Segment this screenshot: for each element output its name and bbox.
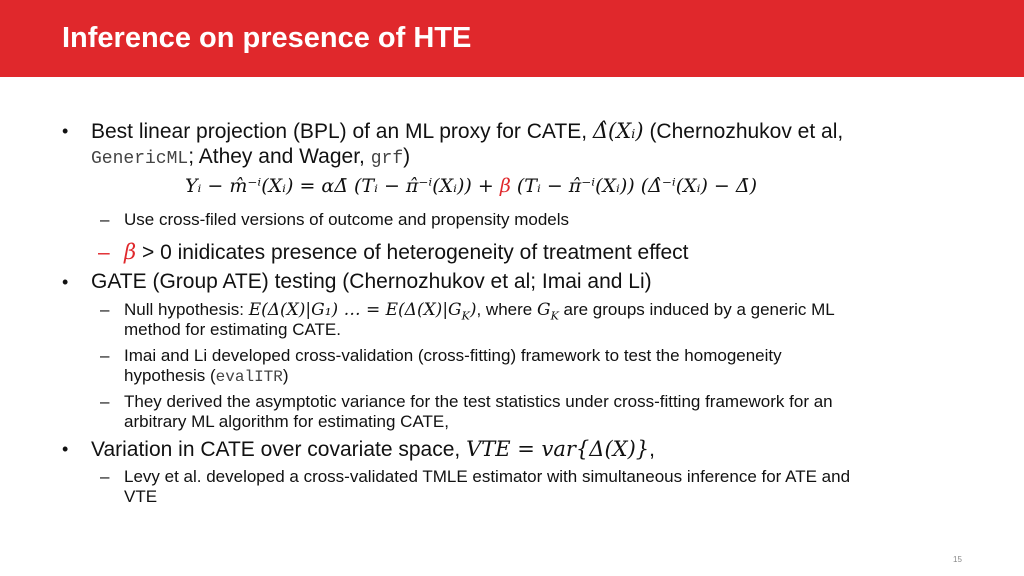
bpl-citation: (Chernozhukov et al, xyxy=(643,120,844,143)
bullet-dot: • xyxy=(62,272,69,292)
bpl-text: Best linear projection (BPL) of an ML proxy for CATE, xyxy=(91,120,593,143)
sub-imai-li-line2 xyxy=(124,366,289,387)
bullet-dot: • xyxy=(62,439,69,459)
bullet-gate: GATE (Group ATE) testing (Chernozhukov et al; Imai and Li) xyxy=(91,270,652,293)
vte-formula: VTE = var{Δ(X)} xyxy=(466,437,650,461)
bullet-dot: • xyxy=(62,121,69,141)
bullet-vte xyxy=(91,437,655,462)
hypothesis-paren: ) xyxy=(282,366,289,385)
cate-symbol: Δ̂(Xᵢ) xyxy=(592,119,644,143)
null-rest: are groups induced by a generic ML xyxy=(558,300,835,319)
equation-left: Yᵢ − m̂⁻ⁱ(Xᵢ) = αΔ̄ xyxy=(185,175,354,197)
null-math-close: ) xyxy=(469,300,477,320)
sub-cross-filed: Use cross-filed versions of outcome and propensity models xyxy=(124,210,570,229)
null-math: E(Δ(X)|G₁) … = E(Δ(X)|G xyxy=(248,300,462,320)
group-symbol: G xyxy=(536,300,551,320)
package-evalitr: evalITR xyxy=(215,368,283,386)
slide-title: Inference on presence of HTE xyxy=(62,22,472,54)
dash-marker-red: – xyxy=(98,241,110,264)
title-bar xyxy=(0,0,1024,77)
hypothesis-text: hypothesis ( xyxy=(124,366,216,385)
dash-marker: – xyxy=(100,300,110,319)
null-where: , where xyxy=(476,300,537,319)
sub-imai-li: Imai and Li developed cross-validation (cross-fitting) framework to test the homogeneity xyxy=(124,346,782,365)
dash-marker: – xyxy=(100,346,110,365)
beta-text: > 0 inidicates presence of heterogeneity of treatment effect xyxy=(136,241,689,264)
null-math-sub: K xyxy=(461,309,470,323)
bullet-bpl xyxy=(91,119,843,144)
dash-marker: – xyxy=(100,392,110,411)
dash-marker: – xyxy=(100,467,110,486)
page-number: 15 xyxy=(953,555,962,564)
beta-symbol: β xyxy=(124,240,137,264)
vte-text: Variation in CATE over covariate space, xyxy=(91,438,467,461)
sub-null-line2: method for estimating CATE. xyxy=(124,320,341,339)
package-genericml: GenericML xyxy=(91,149,189,169)
vte-comma: , xyxy=(649,438,655,461)
sub-beta xyxy=(124,240,689,265)
sub-levy: Levy et al. developed a cross-validated TMLE estimator with simultaneous inference for ATE and xyxy=(124,467,851,486)
dash-marker: – xyxy=(100,210,110,229)
equation-mid2: (Tᵢ − π̂⁻ⁱ(Xᵢ)) (Δ̂⁻ⁱ(Xᵢ) − Δ̄) xyxy=(510,175,758,197)
null-label: Null hypothesis: xyxy=(124,300,249,319)
blp-equation xyxy=(185,172,757,200)
sub-levy-line2: VTE xyxy=(124,487,158,506)
bpl-paren: ) xyxy=(403,145,411,168)
equation-mid1: (Tᵢ − π̂⁻ⁱ(Xᵢ)) + xyxy=(354,175,500,197)
package-grf: grf xyxy=(370,149,404,169)
group-symbol-sub: K xyxy=(550,309,559,323)
equation-beta: β xyxy=(499,175,511,197)
bullet-bpl-line2 xyxy=(91,145,410,171)
sub-asymptotic-line2: arbitrary ML algorithm for estimating CATE, xyxy=(124,412,449,431)
bpl-citation-2: ; Athey and Wager, xyxy=(188,145,371,168)
sub-asymptotic: They derived the asymptotic variance for the test statistics under cross-fitting framework for an xyxy=(124,392,833,411)
